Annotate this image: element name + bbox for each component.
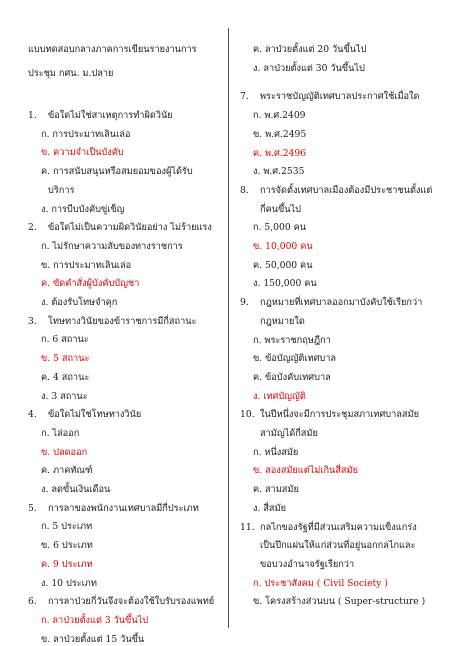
answer-option: ง. 150,000 คน bbox=[253, 278, 317, 290]
question-label: โทษทางวินัยของข้าราชการมีกี่สถานะ bbox=[48, 315, 197, 327]
answer-option: ง. 10 ประเภท bbox=[41, 577, 97, 589]
question-text-continuation: กฎหมายใด bbox=[260, 315, 305, 327]
answer-option: ง. การบีบบังคับขู่เข็ญ bbox=[41, 203, 125, 215]
answer-option: ข. โครงสร้างส่วนบน ( Super-structure ) bbox=[253, 596, 426, 608]
answer-option: ค. ภาคทัณฑ์ bbox=[41, 465, 93, 477]
answer-option: ค. 50,000 คน bbox=[253, 259, 313, 271]
question-text bbox=[28, 503, 199, 515]
answer-option: ค. ลาป่วยตั้งแต่ 20 วันขึ้นไป bbox=[253, 44, 367, 55]
question-text bbox=[240, 91, 420, 103]
answer-option: ง. ลาป่วยตั้งแต่ 30 วันขึ้นไป bbox=[253, 62, 365, 74]
answer-option: ก. 6 สถานะ bbox=[41, 334, 89, 346]
question-label: ในปีหนึ่งจะมีการประชุมสภาเทศบาลสมัย bbox=[260, 409, 419, 421]
answer-option-correct: ข. 5 สถานะ bbox=[41, 353, 90, 365]
question-number: 7. bbox=[240, 91, 249, 103]
question-text bbox=[240, 409, 419, 421]
answer-option-correct: ค. พ.ศ.2496 bbox=[253, 147, 307, 159]
question-label: ข้อใดไม่ใช่สาเหตุการทำผิดวินัย bbox=[48, 110, 173, 121]
question-text bbox=[28, 222, 212, 234]
question-text bbox=[240, 297, 422, 309]
question-number: 2. bbox=[28, 222, 37, 234]
question-text-continuation: บริการ bbox=[48, 184, 75, 196]
question-number: 4. bbox=[28, 409, 37, 421]
question-text bbox=[28, 110, 173, 122]
question-number: 6. bbox=[28, 596, 37, 608]
question-number: 11. bbox=[240, 521, 255, 533]
answer-option: ง. ต้องรับโทษจำคุก bbox=[41, 297, 118, 308]
answer-option-correct: ก. ประชาสังคม ( Civil Society ) bbox=[253, 577, 388, 589]
question-number: 8. bbox=[240, 184, 249, 196]
question-number: 10. bbox=[240, 409, 255, 421]
answer-option-correct: ข. 10,000 คน bbox=[253, 241, 313, 252]
question-text-continuation: สามัญได้กี่สมัย bbox=[260, 428, 318, 439]
question-number: 5. bbox=[28, 502, 37, 514]
answer-option: ก. ไล่ออก bbox=[41, 427, 80, 439]
answer-option: ค. การสนับสนุนหรือสมยอมของผู้ได้รับ bbox=[41, 166, 193, 178]
column-divider bbox=[228, 28, 229, 628]
question-label: การลาของพนักงานเทศบาลมีกี่ประเภท bbox=[48, 502, 199, 514]
question-text-continuation: กี่คนขึ้นไป bbox=[260, 203, 302, 215]
answer-option: ก. พระราชกฤษฎีกา bbox=[253, 334, 331, 346]
question-text bbox=[28, 409, 141, 421]
question-number: 3. bbox=[28, 315, 37, 327]
question-number: 1. bbox=[28, 110, 37, 121]
question-text-continuation: เป็นปึกแผ่นให้แก่ส่วนที่อยู่นอกกลไกและ bbox=[260, 540, 416, 552]
answer-option-correct: ข. สองสมัยแต่ไม่เกินสี่สมัย bbox=[253, 465, 358, 477]
answer-option: ก. 5 ประเภท bbox=[41, 521, 93, 533]
question-label: ข้อใดไม่เป็นความผิดวินัยอย่าง ไม่ร้ายแรง bbox=[48, 222, 212, 234]
answer-option: ก. 5,000 คน bbox=[253, 222, 307, 234]
answer-option-correct: ก. ลาป่วยตั้งแต่ 3 วันขึ้นไป bbox=[41, 614, 149, 626]
question-text bbox=[240, 522, 417, 534]
answer-option: ข. การประมาทเลินเล่อ bbox=[41, 259, 132, 271]
question-number: 9. bbox=[240, 297, 249, 309]
question-text bbox=[28, 596, 214, 608]
answer-option: ข. พ.ศ.2495 bbox=[253, 128, 307, 140]
answer-option: ก. ไม่รักษาความลับของทางราชการ bbox=[41, 240, 183, 252]
answer-option: ข. ลาป่วยตั้งแต่ 15 วันขึ้น bbox=[41, 633, 145, 645]
answer-option: ค. สามสมัย bbox=[253, 484, 299, 496]
question-text bbox=[240, 185, 432, 197]
question-label: กฎหมายที่เทศบาลออกมาบังคับใช้เรียกว่า bbox=[260, 297, 423, 309]
answer-option-correct: ค. ขัดคำสั่งผู้บังคับบัญชา bbox=[41, 278, 140, 290]
answer-option: ค. 4 สถานะ bbox=[41, 371, 90, 383]
header-title: แบบทดสอบกลางภาคการเขียนรายงานการ bbox=[28, 44, 197, 55]
answer-option-correct: ค. 9 ประเภท bbox=[41, 558, 93, 570]
answer-option: ง. พ.ศ.2535 bbox=[253, 166, 305, 178]
question-label: พระราชบัญญัติเทศบาลประกาศใช้เมื่อใด bbox=[260, 91, 420, 103]
answer-option: ง. ลดขั้นเงินเดือน bbox=[41, 484, 111, 495]
question-label: การจัดตั้งเทศบาลเมืองต้องมีประชาชนตั้งแต่ bbox=[260, 184, 433, 196]
answer-option: ค. ข้อบังคับเทศบาล bbox=[253, 371, 331, 383]
question-text bbox=[28, 316, 196, 328]
question-label: การลาป่วยกี่วันจึงจะต้องใช้ใบรับรองแพทย์ bbox=[48, 596, 215, 608]
question-label: กลไกของรัฐที่มีส่วนเสริมความแข็งแกร่ง bbox=[260, 521, 417, 533]
answer-option: ก. หนึ่งสมัย bbox=[253, 446, 299, 458]
answer-option: ข. 6 ประเภท bbox=[41, 540, 93, 552]
answer-option: ง. 3 สถานะ bbox=[41, 390, 88, 402]
question-text-continuation: ขอบวงอำนาจรัฐเรียกว่า bbox=[260, 558, 355, 570]
header-subtitle: ประชุม กศน. ม.ปลาย bbox=[28, 68, 114, 79]
answer-option-correct: ข. ความจำเป็นบังคับ bbox=[41, 147, 124, 159]
answer-option: ก. พ.ศ.2409 bbox=[253, 110, 306, 122]
answer-option: ง. สี่สมัย bbox=[253, 502, 286, 514]
answer-option: ข. ข้อบัญญัติเทศบาล bbox=[253, 353, 337, 365]
answer-option: ก. การประมาทเลินเล่อ bbox=[41, 128, 131, 140]
question-label: ข้อใดไม่ใช่โทษทางวินัย bbox=[48, 409, 142, 421]
answer-option-correct: ง. เทศบัญญัติ bbox=[253, 390, 306, 402]
answer-option-correct: ข. ปลดออก bbox=[41, 446, 88, 458]
